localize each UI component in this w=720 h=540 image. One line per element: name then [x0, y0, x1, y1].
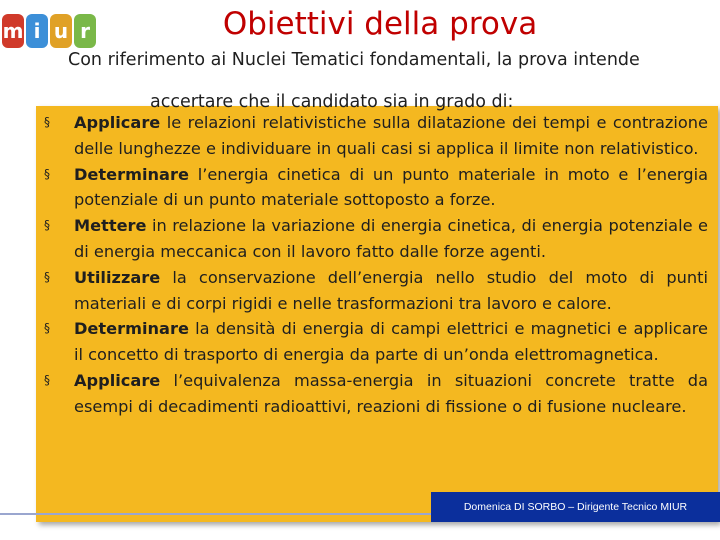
bullet-marker-icon: §: [44, 166, 50, 181]
objective-verb: Applicare: [74, 113, 161, 132]
objective-verb: Applicare: [74, 370, 161, 390]
logo-letter-u: u: [50, 14, 72, 48]
objective-text: le relazioni relativistiche sulla dilatazione dei tempi e contrazione delle lunghezze e individuare in quali casi si applica il limite non relativistico.: [74, 113, 708, 158]
logo-letter-m: m: [2, 14, 24, 48]
objective-verb: Utilizzare: [74, 267, 161, 287]
objective-item: [44, 162, 708, 214]
objective-text: l’equivalenza massa-energia in situazioni concrete tratte da esempi di decadimenti radioattivi, reazioni di fissione o di fusione nucleare.: [74, 370, 708, 416]
logo-letter-r: r: [74, 14, 96, 48]
objective-item: [44, 368, 708, 420]
objective-verb: Determinare: [74, 319, 189, 339]
objective-text: l’energia cinetica di un punto materiale in moto e l’energia potenziale di un punto materiale sottoposto a forze.: [74, 164, 708, 210]
objective-item: [44, 213, 708, 265]
objective-verb: Mettere: [74, 216, 147, 236]
objective-verb: Determinare: [74, 164, 189, 184]
footer-divider: [0, 513, 432, 515]
objective-item: [44, 110, 708, 162]
bullet-marker-icon: §: [44, 115, 50, 129]
bullet-marker-icon: §: [44, 269, 50, 284]
intro-text-line-2: accertare che il candidato sia in grado di:: [150, 92, 514, 112]
bullet-marker-icon: §: [44, 321, 50, 336]
logo-letter-i: i: [26, 14, 48, 48]
objective-text: la conservazione dell’energia nello studio del moto di punti materiali e di corpi rigidi e nelle trasformazioni tra lavoro e calore.: [74, 267, 708, 313]
bullet-marker-icon: §: [44, 372, 50, 387]
objective-text: in relazione la variazione di energia cinetica, di energia potenziale e di energia meccanica con il lavoro fatto dalle forze agenti.: [74, 216, 708, 261]
footer-author-badge: Domenica DI SORBO – Dirigente Tecnico MIUR: [431, 492, 720, 522]
objective-item: [44, 316, 708, 368]
intro-text-line-1: Con riferimento ai Nuclei Tematici fondamentali, la prova intende: [68, 50, 640, 70]
objective-item: [44, 265, 708, 317]
slide-title: Obiettivi della prova: [222, 6, 538, 42]
objective-text: la densità di energia di campi elettrici e magnetici e applicare il concetto di trasporto di energia da parte di un’onda elettromagnetica.: [74, 319, 708, 365]
bullet-marker-icon: §: [44, 218, 50, 233]
objectives-list: [44, 110, 708, 420]
